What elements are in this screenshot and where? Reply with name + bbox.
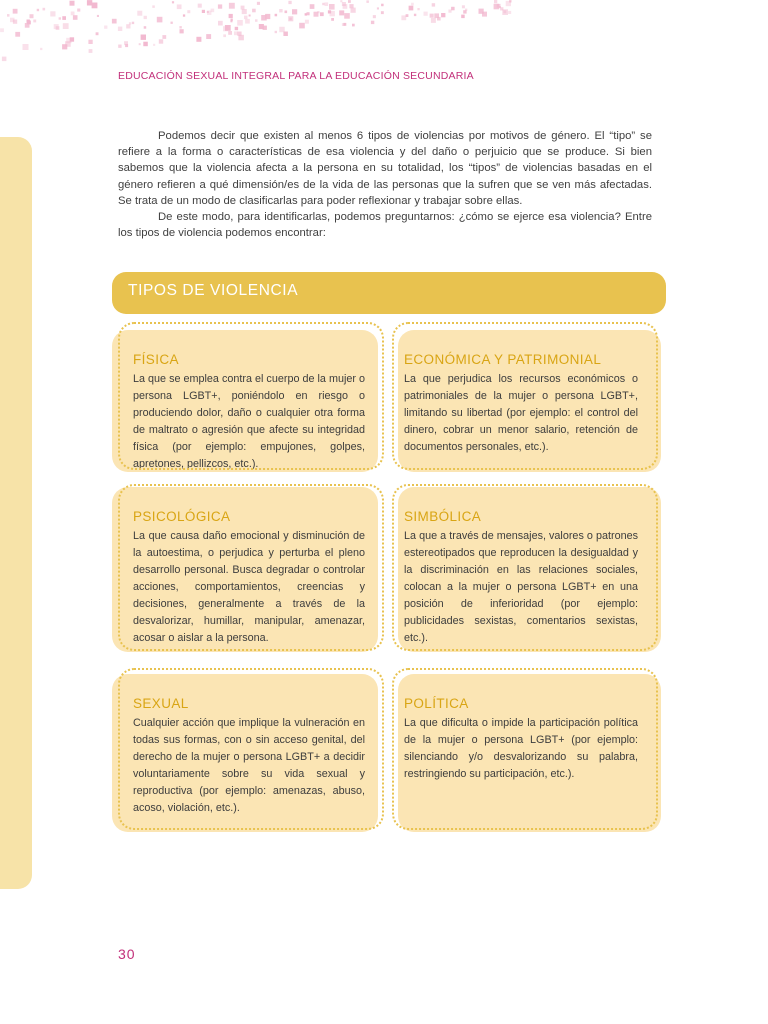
decorative-dot [70,1,75,6]
decorative-dot [23,44,29,50]
decorative-dot [132,22,134,24]
decorative-dot [202,10,205,13]
card-title: PSICOLÓGICA [133,509,231,524]
card-text: La que se emplea contra el cuerpo de la mujer o persona LGBT+, poniéndolo en riesgo o produciendo dolor, daño o cualquier otra forma de maltrato o agresión que afecte su integridad física (por ejemplo: empujones, golpes, apretones, pellizcos, etc.). [133,373,365,470]
decorative-dot [153,44,155,46]
card-simbolica [398,487,661,652]
decorative-dot [157,17,163,23]
decorative-dot [187,10,190,13]
decorative-dot [235,27,238,30]
decorative-dot [508,11,511,14]
decorative-dot [228,31,232,35]
decorative-dot [15,32,20,37]
decorative-dot [180,29,184,33]
decorative-dot [40,48,42,50]
decorative-dot [183,14,185,16]
decorative-dot [305,20,309,24]
decorative-dot [305,13,307,15]
decorative-dot [177,4,182,9]
decorative-dot [279,9,282,12]
decorative-dot [320,12,324,16]
decorative-dot [62,44,67,49]
decorative-dot [245,19,250,24]
decorative-dot [461,15,465,19]
card-title: SEXUAL [133,696,189,711]
decorative-dot [265,14,270,19]
decorative-dot [7,14,10,17]
decorative-dot [171,22,173,24]
decorative-dot [431,18,436,23]
decorative-dot [13,9,18,14]
decorative-dot [218,21,223,26]
decorative-dot [352,24,355,27]
card-text: La que dificulta o impide la participación política de la mujer o persona LGBT+ (por ejemplo: silenciando y/o desvalorizando su palabra, restringiendo su participación, etc.). [404,717,638,780]
decorative-dot [37,9,39,11]
decorative-dot [263,26,267,30]
section-banner-title: TIPOS DE VIOLENCIA [128,282,299,299]
decorative-dot [59,17,61,19]
decorative-dot [223,34,226,37]
decorative-dot [43,8,46,11]
decorative-dot [494,0,497,3]
card-psicologica [112,487,378,652]
card-title: ECONÓMICA Y PATRIMONIAL [404,352,602,367]
decorative-dot [112,19,117,24]
card-economica-patrimonial [398,330,661,472]
decorative-dot [139,43,141,45]
card-text: La que a través de mensajes, valores o patrones estereotipados que reproducen la desigualdad y la discriminación en las relaciones sociales, colocan a la mujer o persona LGBT+ en una posición de inferioridad (por ejemplo: publicidades sexistas, comentarios sexistas, etc.). [404,530,638,644]
decorative-dot [141,35,146,40]
decorative-dot-pattern [0,0,768,100]
decorative-dot [331,18,334,21]
decorative-dot [462,5,465,8]
decorative-dot [73,15,78,20]
decorative-dot [329,4,335,10]
decorative-dot [242,9,247,14]
decorative-dot [451,7,455,11]
decorative-dot [322,3,324,5]
decorative-dot [381,4,384,6]
decorative-dot [292,9,297,14]
card-sexual [112,674,378,832]
decorative-dot [63,23,69,29]
decorative-dot [198,4,202,8]
decorative-dot [288,16,293,21]
decorative-dot [88,40,92,44]
decorative-dot [129,22,131,24]
decorative-dot [207,11,211,15]
decorative-dot [430,14,434,18]
decorative-dot [257,2,260,5]
card-title: POLÍTICA [404,696,469,711]
decorative-dot [479,9,484,14]
decorative-dot [506,1,511,6]
decorative-dot [118,45,121,48]
decorative-dot [50,11,55,16]
card-text: La que perjudica los recursos económicos o patrimoniales de la mujer o persona LGBT+, limitando su libertad (por ejemplo: el control del dinero, cobrar un menor salario, retención de documentos personales, etc.). [404,373,638,453]
decorative-dot [143,42,148,47]
decorative-dot [371,21,374,24]
card-fisica [112,330,378,472]
decorative-dot [288,1,291,4]
decorative-dot [223,26,228,31]
decorative-dot [172,1,174,3]
decorative-dot [283,32,288,37]
decorative-dot [54,24,59,29]
decorative-dot [317,11,319,13]
decorative-dot [409,6,414,11]
decorative-dot [238,35,244,41]
card-title: SIMBÓLICA [404,509,482,524]
decorative-dot [244,16,248,20]
card-text: La que causa daño emocional y disminución de la autoestima, o perjudica y perturba el pleno desarrollo personal. Busca degradar o controlar acciones, comportamientos, creencias y decisiones, generalmente a través de la desvalorizar, humillar, manipular, amenazar, acosar o aislar a la persona. [133,530,365,644]
decorative-dot [494,4,500,10]
decorative-dot [366,0,369,3]
decorative-dot [87,0,92,5]
decorative-dot [424,12,428,16]
decorative-dot [0,28,4,32]
decorative-dot [118,27,122,31]
decorative-dot [206,34,211,39]
section-banner [112,272,666,314]
decorative-dot [249,15,251,17]
decorative-dot [92,3,98,9]
decorative-dot [437,17,441,21]
decorative-dot [381,11,384,14]
intro-paragraph-1: Podemos decir que existen al menos 6 tipos de violencias por motivos de género. El “tipo” se refiere a la forma o características de esa violencia y del daño o perjuicio que se produce. Si bien sabemos que la violencia afecta a la persona en su totalidad, los “tipos” de violencias basadas en el género refieren a qué dimensión/es de la vida de las personas que la sufren que se ven más afectadas. Se trata de un modo de clasificarlas para poder reflexionar y trabajar sobre ellas. [118,130,652,207]
decorative-dot [152,5,155,8]
decorative-dot [89,49,93,53]
decorative-dot [411,3,414,6]
decorative-dot [275,31,277,33]
decorative-dot [162,35,166,39]
decorative-dot [255,19,258,22]
card-title: FÍSICA [133,352,179,367]
decorative-dot [126,24,130,28]
decorative-dot [448,10,451,13]
decorative-dot [229,3,235,9]
decorative-dot [339,10,344,15]
decorative-dot [137,11,142,16]
decorative-dot [125,44,128,47]
decorative-dot [104,26,107,29]
decorative-dot [2,57,7,62]
card-text: Cualquier acción que implique la vulneración en todas sus formas, con o sin acceso genital, del derecho de la mujer o persona LGBT+ a decidir voluntariamente sobre su vida sexual y reproductiva (por ejemplo: amenazas, abuso, acoso, violación, etc.). [133,717,365,814]
decorative-dot [344,13,350,19]
decorative-dot [241,6,245,10]
decorative-dot [441,13,445,17]
decorative-dot [97,15,99,17]
decorative-dot [196,37,201,42]
intro-paragraph-2: De este modo, para identificarlas, podemos preguntarnos: ¿cómo se ejerce esa violencia? Entre los tipos de violencia podemos encontrar: [118,211,652,240]
decorative-dot [310,4,315,9]
decorative-dot [179,26,181,28]
decorative-dot [159,39,163,43]
decorative-dot [351,8,356,13]
decorative-dot [33,20,36,23]
decorative-dot [401,15,406,20]
decorative-dot [229,14,233,18]
decorative-dot [144,26,147,29]
decorative-dot [342,23,345,26]
decorative-dot [299,23,305,29]
decorative-dot [417,8,419,10]
decorative-dot [62,16,66,20]
decorative-dot [96,32,99,35]
decorative-dot [340,0,342,2]
decorative-dot [285,11,288,14]
decorative-dot [503,10,506,13]
decorative-dot [330,11,335,16]
card-politica [398,674,661,832]
decorative-dot [144,16,147,19]
decorative-dot [70,37,74,41]
decorative-dot [30,14,34,18]
decorative-dot [373,15,376,18]
decorative-dot [218,4,222,8]
decorative-dot [275,14,278,16]
decorative-dot [234,31,238,35]
decorative-dot [237,20,243,26]
intro-text [118,128,652,241]
decorative-dot [279,27,284,32]
decorative-dot [348,0,351,3]
decorative-dot [463,10,466,13]
decorative-dot [77,9,80,12]
page-number: 30 [118,946,136,962]
decorative-dot [325,2,329,6]
side-tab-decoration [0,137,32,889]
decorative-dot [343,4,348,9]
running-head-title: EDUCACIÓN SEXUAL INTEGRAL PARA LA EDUCACIÓN SECUNDARIA [118,70,474,82]
decorative-dot [432,3,435,6]
decorative-dot [230,20,232,22]
decorative-dot [71,12,75,16]
decorative-dot [252,9,256,13]
decorative-dot [414,14,416,16]
decorative-dot [377,7,379,9]
decorative-dot [27,20,30,23]
decorative-dot [13,20,17,24]
